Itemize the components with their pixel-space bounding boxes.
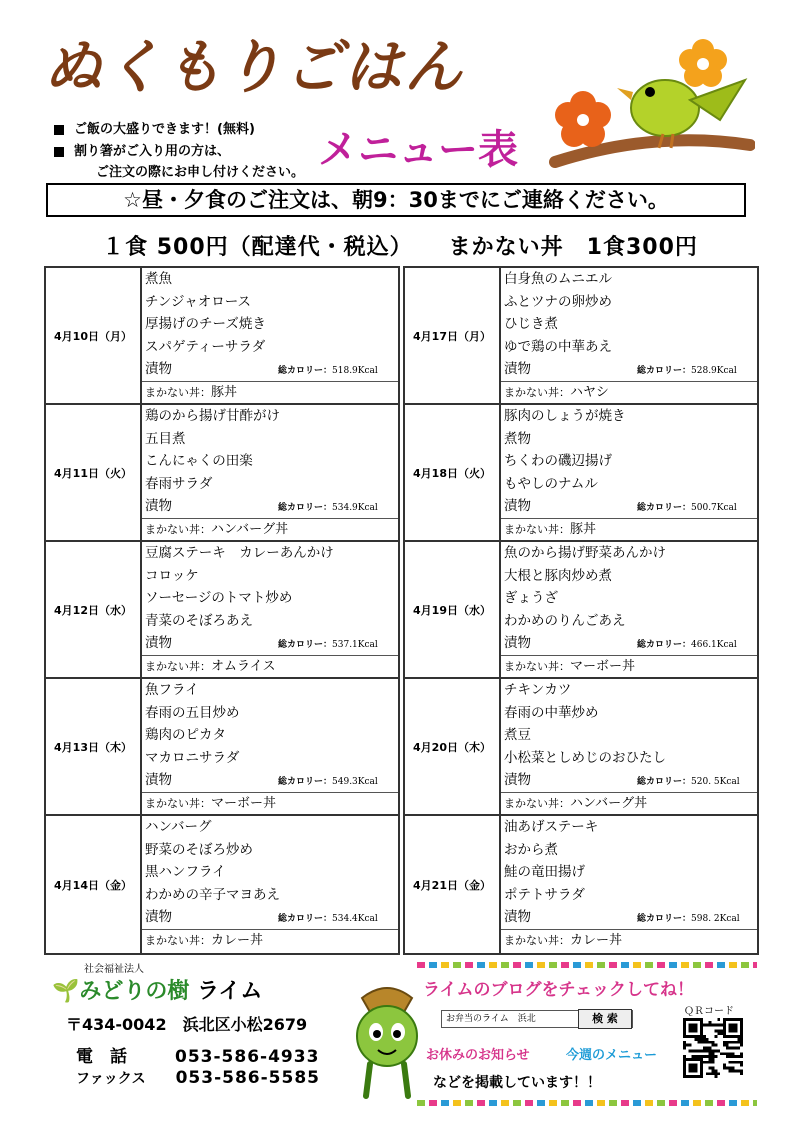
menu-item: ひじき煮 [504, 316, 558, 332]
menu-item: 漬物 [504, 498, 531, 514]
menu-item: ぎょうざ [504, 590, 558, 606]
calorie-info: 総カロリー：500.7Kcal [637, 503, 737, 513]
makanai-don: まかない丼：豚丼 [501, 518, 757, 541]
menu-day [405, 542, 757, 679]
address: 〒434-0042 浜北区小松2679 [66, 1015, 308, 1034]
price-line [0, 230, 800, 261]
makanai-don: まかない丼：ハンバーグ丼 [501, 792, 757, 815]
menu-day [405, 816, 757, 953]
note-chopsticks: 割り箸がご入り用の方は、 [54, 140, 230, 159]
menu-item: 厚揚げのチーズ焼き [145, 316, 266, 332]
menu-items [142, 816, 398, 953]
decorative-strip-bottom [417, 1100, 757, 1106]
menu-item: マカロニサラダ [145, 749, 240, 766]
menu-day [46, 679, 398, 816]
note-large-portion: ご飯の大盛りできます！(無料) [54, 118, 255, 137]
makanai-don: まかない丼：ハヤシ [501, 381, 757, 404]
fax-number: 053-586-5585 [175, 1068, 320, 1088]
menu-item: ハンバーグ [145, 819, 212, 835]
weekly-menu-link: 今週のメニュー [566, 1048, 658, 1063]
menu-item: 鮭の竜田揚げ [504, 864, 585, 880]
menu-day [405, 405, 757, 542]
qr-code-icon [683, 1018, 743, 1078]
menu-items [142, 679, 398, 814]
menu-items [142, 542, 398, 677]
menu-item: 野菜のそぼろ炒め [145, 841, 253, 858]
menu-item: 春雨の中華炒め [504, 704, 599, 721]
menu-item: 黒ハンフライ [145, 864, 226, 880]
fax-label: ファックス [76, 1071, 146, 1087]
mascot-illustration [352, 978, 422, 1108]
menu-day [46, 405, 398, 542]
org-name: 🌱みどりの樹 ライム [52, 979, 263, 1004]
search-input: お弁当のライム 浜北 [441, 1010, 633, 1028]
menu-day [46, 816, 398, 953]
calorie-info: 総カロリー：534.9Kcal [278, 503, 378, 513]
qr-label: ＱＲコード [684, 1006, 734, 1017]
menu-item: 春雨サラダ [145, 475, 213, 492]
menu-item: もやしのナムル [504, 475, 598, 492]
makanai-don: まかない丼：豚丼 [142, 381, 398, 404]
menu-item: 青菜のそぼろあえ [145, 612, 253, 629]
phone-row [76, 1042, 319, 1067]
menu-item: ソーセージのトマト炒め [145, 590, 293, 606]
menu-item: 油あげステーキ [504, 819, 599, 835]
menu-item: 白身魚のムニエル [504, 271, 612, 287]
price-regular: １食 500円（配達代・税込） [102, 235, 413, 260]
menu-item: おから煮 [504, 841, 558, 858]
menu-item: ちくわの磯辺揚げ [504, 453, 612, 469]
leaf-icon: 🌱 [52, 979, 80, 1004]
menu-day [46, 268, 398, 405]
menu-item: 漬物 [504, 361, 531, 377]
menu-item: 豚肉のしょうが焼き [504, 408, 626, 424]
menu-items [501, 816, 757, 953]
posted-note: などを掲載しています！！ [433, 1075, 601, 1091]
menu-item: 漬物 [145, 772, 172, 788]
menu-items [501, 405, 757, 540]
menu-item: 魚フライ [145, 682, 199, 698]
menu-item: チキンカツ [504, 682, 572, 698]
menu-week-1 [44, 266, 400, 955]
menu-item: チンジャオロース [145, 293, 252, 310]
menu-item: コロッケ [145, 567, 199, 584]
menu-items [142, 268, 398, 403]
page-title: ぬくもりごはん [44, 33, 465, 101]
menu-item: 豆腐ステーキ カレーあんかけ [145, 545, 334, 561]
menu-date: 4月21日（金） [405, 816, 501, 953]
menu-week-2 [403, 266, 759, 955]
menu-item: 煮魚 [145, 271, 172, 287]
menu-day [46, 542, 398, 679]
decorative-strip-top [417, 962, 757, 968]
menu-date: 4月11日（火） [46, 405, 142, 540]
note-chopsticks-cont: ご注文の際にお申し付けください。 [96, 165, 305, 180]
org-lime: ライム [197, 979, 263, 1004]
search-button: 検 索 [578, 1009, 632, 1029]
menu-item: 鶏肉のピカタ [145, 727, 226, 743]
phone-number: 053-586-4933 [175, 1047, 320, 1067]
menu-item: ふとツナの卵炒め [504, 293, 612, 310]
calorie-info: 総カロリー：466.1Kcal [637, 640, 737, 650]
calorie-info: 総カロリー：528.9Kcal [637, 366, 737, 376]
menu-item: 小松菜としめじのおひたし [504, 749, 666, 766]
menu-date: 4月17日（月） [405, 268, 501, 403]
plum-flower-icon [679, 39, 727, 87]
order-deadline-banner: ☆昼・夕食のご注文は、朝9：30までにご連絡ください。 [46, 183, 746, 217]
page-subtitle: メニュー表 [318, 127, 518, 173]
menu-item: 魚のから揚げ野菜あんかけ [504, 545, 666, 561]
calorie-info: 総カロリー：518.9Kcal [278, 366, 378, 376]
menu-day [405, 268, 757, 405]
makanai-don: まかない丼：カレー丼 [142, 929, 398, 952]
menu-date: 4月13日（木） [46, 679, 142, 814]
menu-item: ポテトサラダ [504, 886, 585, 903]
holiday-notice: お休みのお知らせ [426, 1048, 530, 1063]
calorie-info: 総カロリー：520. 5Kcal [637, 777, 740, 787]
menu-item: スパゲティーサラダ [145, 338, 266, 355]
makanai-don: まかない丼：カレー丼 [501, 929, 757, 952]
menu-item: 漬物 [145, 635, 172, 651]
menu-day [405, 679, 757, 816]
calorie-info: 総カロリー：598. 2Kcal [637, 914, 740, 924]
menu-date: 4月18日（火） [405, 405, 501, 540]
menu-item: 漬物 [145, 361, 172, 377]
menu-date: 4月14日（金） [46, 816, 142, 953]
fax-row [76, 1068, 320, 1088]
plum-flower-icon [555, 91, 611, 147]
bird-illustration [545, 30, 755, 170]
menu-date: 4月10日（月） [46, 268, 142, 403]
menu-item: わかめのりんごあえ [504, 612, 626, 629]
menu-item: 煮豆 [504, 727, 531, 743]
menu-item: 五目煮 [145, 430, 186, 447]
menu-item: 漬物 [504, 635, 531, 651]
menu-date: 4月12日（水） [46, 542, 142, 677]
menu-items [501, 268, 757, 403]
makanai-don: まかない丼：ハンバーグ丼 [142, 518, 398, 541]
blog-callout: ライムのブログをチェックしてね！ [423, 980, 694, 1000]
menu-items [501, 542, 757, 677]
menu-items [501, 679, 757, 814]
menu-item: こんにゃくの田楽 [145, 453, 253, 469]
menu-item: 大根と豚肉炒め煮 [504, 567, 612, 584]
menu-item: 漬物 [145, 498, 172, 514]
phone-label: 電 話 [76, 1047, 127, 1067]
menu-date: 4月20日（木） [405, 679, 501, 814]
menu-item: 漬物 [504, 909, 531, 925]
menu-item: ゆで鶏の中華あえ [504, 338, 612, 355]
calorie-info: 総カロリー：537.1Kcal [278, 640, 378, 650]
price-makanai: まかない丼 1食300円 [448, 235, 698, 260]
org-type: 社会福祉法人 [84, 964, 144, 975]
makanai-don: まかない丼：マーボー丼 [142, 792, 398, 815]
menu-item: 春雨の五目炒め [145, 704, 240, 721]
makanai-don: まかない丼：マーボー丼 [501, 655, 757, 678]
calorie-info: 総カロリー：534.4Kcal [278, 914, 378, 924]
menu-item: 煮物 [504, 430, 531, 447]
menu-item: 漬物 [504, 772, 531, 788]
menu-date: 4月19日（水） [405, 542, 501, 677]
calorie-info: 総カロリー：549.3Kcal [278, 777, 378, 787]
menu-item: 漬物 [145, 909, 172, 925]
menu-item: わかめの辛子マヨあえ [145, 886, 280, 903]
makanai-don: まかない丼：オムライス [142, 655, 398, 678]
menu-item: 鶏のから揚げ甘酢がけ [145, 408, 280, 424]
menu-items [142, 405, 398, 540]
